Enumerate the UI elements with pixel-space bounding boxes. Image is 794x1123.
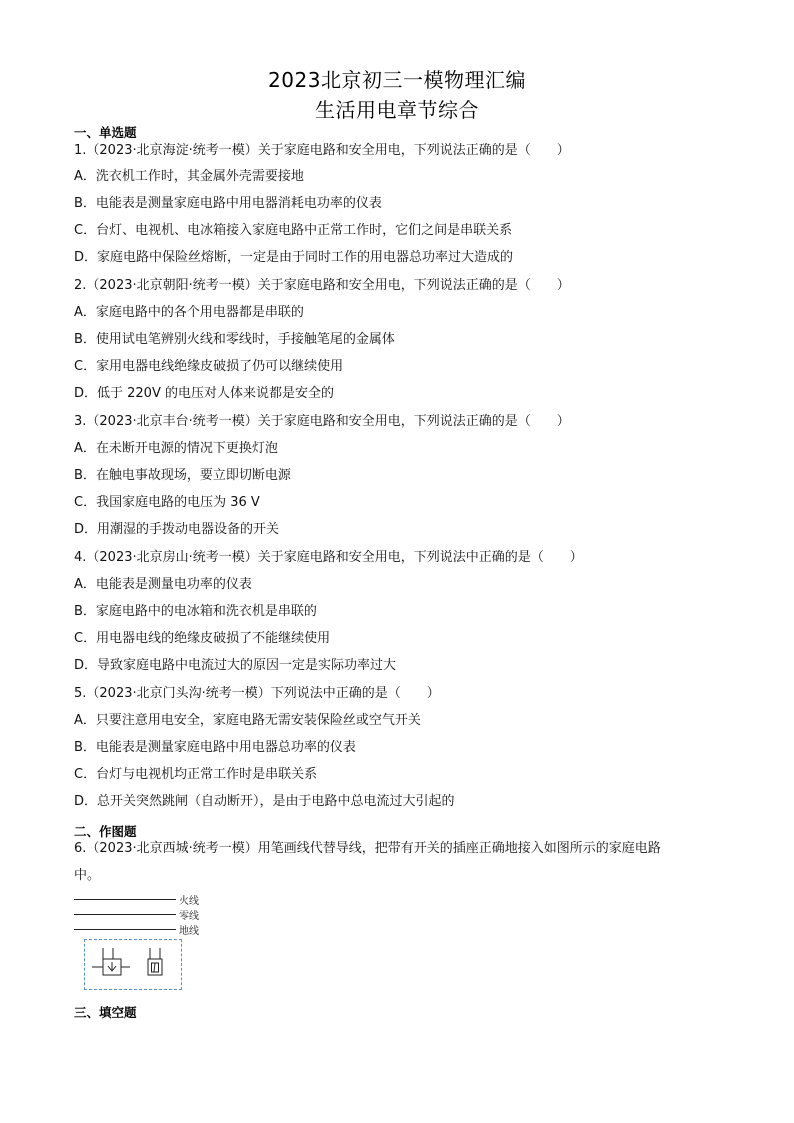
question-4-option-c: C．用电器电线的绝缘皮破损了不能继续使用 [74, 631, 331, 646]
question-5-option-c: C．台灯与电视机均正常工作时是串联关系 [74, 767, 318, 782]
live-wire-label: 火线 [179, 896, 199, 907]
neutral-wire [74, 914, 176, 915]
question-1-option-a: A．洗衣机工作时，其金属外壳需要接地 [74, 169, 304, 184]
socket-icon [92, 948, 130, 975]
question-2-option-d: D．低于 220V 的电压对人体来说都是安全的 [74, 386, 334, 401]
section-fill-in: 三、填空题 [74, 1005, 137, 1020]
question-3-option-a: A．在未断开电源的情况下更换灯泡 [74, 441, 278, 456]
question-5-option-a: A．只要注意用电安全，家庭电路无需安装保险丝或空气开关 [74, 713, 421, 728]
question-5-stem: 5.（2023·北京门头沟·统考一模）下列说法中正确的是（ ） [74, 686, 440, 701]
question-1-stem: 1.（2023·北京海淀·统考一模）关于家庭电路和安全用电，下列说法正确的是（ ） [74, 143, 570, 158]
document-subtitle: 生活用电章节综合 [315, 98, 479, 122]
question-2-option-b: B．使用试电笔辨别火线和零线时，手接触笔尾的金属体 [74, 332, 395, 347]
question-2-option-c: C．家用电器电线绝缘皮破损了仍可以继续使用 [74, 359, 344, 374]
ground-wire [74, 929, 176, 930]
section-drawing: 二、作图题 [74, 824, 137, 839]
question-2-option-a: A．家庭电路中的各个用电器都是串联的 [74, 305, 304, 320]
switch-icon [148, 948, 162, 975]
question-6-stem-line1: 6.（2023·北京西城·统考一模）用笔画线代替导线，把带有开关的插座正确地接入如图所示的家庭电路 [74, 841, 661, 856]
question-1-option-c: C．台灯、电视机、电冰箱接入家庭电路中正常工作时，它们之间是串联关系 [74, 223, 513, 238]
question-3-stem: 3.（2023·北京丰台·统考一模）关于家庭电路和安全用电，下列说法正确的是（ ） [74, 414, 570, 429]
section-single-choice: 一、单选题 [74, 125, 137, 140]
question-4-option-a: A．电能表是测量电功率的仪表 [74, 577, 252, 592]
question-5-option-b: B．电能表是测量家庭电路中用电器总功率的仪表 [74, 740, 356, 755]
question-3-option-b: B．在触电事故现场，要立即切断电源 [74, 468, 291, 483]
document-title: 2023北京初三一模物理汇编 [268, 68, 526, 92]
question-1-option-d: D．家庭电路中保险丝熔断，一定是由于同时工作的用电器总功率过大造成的 [74, 250, 514, 265]
live-wire [74, 899, 176, 900]
question-2-stem: 2.（2023·北京朝阳·统考一模）关于家庭电路和安全用电，下列说法正确的是（ ） [74, 278, 570, 293]
question-4-option-d: D．导致家庭电路中电流过大的原因一定是实际功率过大 [74, 658, 397, 673]
question-5-option-d: D．总开关突然跳闸（自动断开），是由于电路中总电流过大引起的 [74, 794, 455, 809]
socket-and-switch-diagram [84, 939, 182, 990]
question-3-option-d: D．用潮湿的手拨动电器设备的开关 [74, 522, 280, 537]
question-3-option-c: C．我国家庭电路的电压为 36 V [74, 495, 260, 510]
neutral-wire-label: 零线 [179, 911, 199, 922]
question-4-option-b: B．家庭电路中的电冰箱和洗衣机是串联的 [74, 604, 317, 619]
ground-wire-label: 地线 [179, 926, 199, 937]
question-4-stem: 4.（2023·北京房山·统考一模）关于家庭电路和安全用电，下列说法中正确的是（ ） [74, 550, 583, 565]
question-1-option-b: B．电能表是测量家庭电路中用电器消耗电功率的仪表 [74, 196, 382, 211]
question-6-stem-line2: 中。 [74, 868, 101, 883]
